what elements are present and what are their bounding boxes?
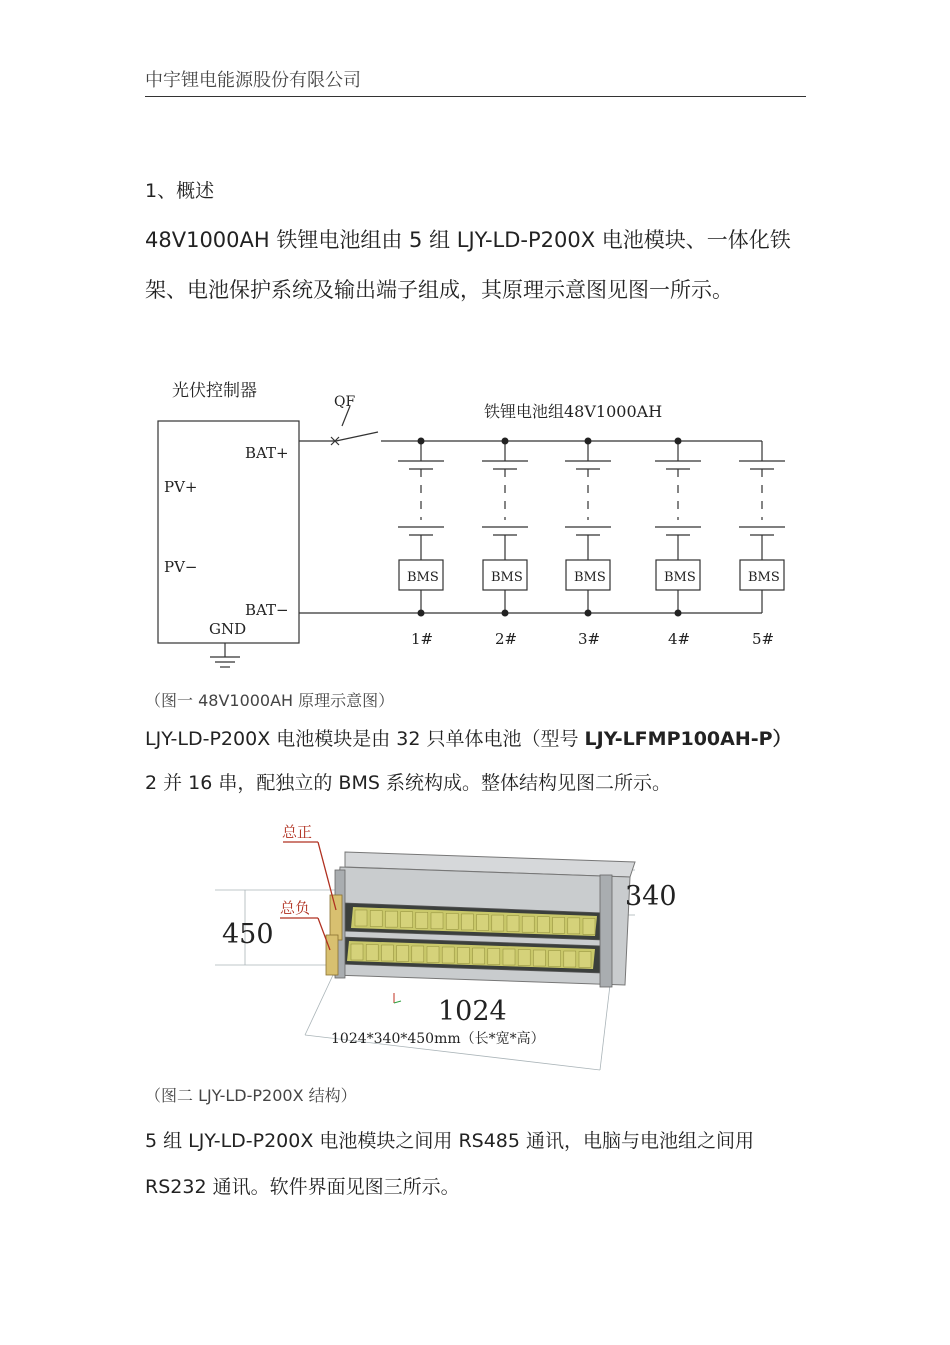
pv-minus-label: PV−: [164, 558, 198, 576]
paragraph-overview: 48V1000AH 铁锂电池组由 5 组 LJY-LD-P200X 电池模块、一体化铁架、电池保护系统及输出端子组成，其原理示意图见图一所示。: [145, 228, 791, 302]
cell-row2-2: [366, 945, 378, 961]
junction-dot-4-top: [675, 438, 682, 445]
cell-row1-13: [537, 917, 549, 933]
cell-row1-10: [492, 915, 504, 931]
bms-label-5: BMS: [748, 570, 780, 585]
cell-row1-14: [553, 917, 565, 933]
cell-row2-12: [518, 950, 530, 966]
cell-row1-4: [401, 912, 413, 928]
bms-label-3: BMS: [574, 570, 606, 585]
module-model: LJY-LFMP100AH-P）: [584, 728, 792, 750]
company-name: 中宇锂电能源股份有限公司: [145, 70, 361, 91]
cell-row2-16: [579, 952, 591, 968]
cell-row2-5: [412, 946, 424, 962]
cell-row2-1: [351, 944, 363, 960]
module-structure-image: [205, 815, 705, 1075]
section-title: 1、概述: [145, 180, 215, 202]
cell-row1-6: [431, 913, 443, 929]
cell-row2-15: [564, 951, 576, 967]
cell-row1-2: [370, 911, 382, 927]
cell-row2-13: [533, 950, 545, 966]
cell-row2-10: [488, 949, 500, 965]
dims-text: 1024*340*450mm（长*宽*高）: [331, 1031, 545, 1047]
cell-row1-8: [461, 914, 473, 930]
cell-row1-9: [477, 914, 489, 930]
dim-height: 450: [222, 919, 274, 950]
qf-switch: [336, 432, 378, 441]
label-positive: 总正: [282, 823, 313, 841]
cell-row1-5: [416, 912, 428, 928]
group-label-4: 4#: [668, 630, 691, 648]
pack-title: 铁锂电池组48V1000AH: [484, 402, 663, 421]
junction-dot-1-top: [418, 438, 425, 445]
bat-plus-label: BAT+: [245, 444, 289, 462]
cell-row1-1: [355, 910, 367, 926]
schematic-diagram: [150, 370, 800, 675]
page-header: [145, 66, 806, 97]
dim-length: 1024: [438, 996, 507, 1027]
module-text-part1: LJY-LD-P200X 电池模块是由 32 只单体电池（型号: [145, 728, 585, 750]
cell-row1-11: [507, 916, 519, 932]
cell-row2-6: [427, 947, 439, 963]
junction-dot-4-bottom: [675, 610, 682, 617]
bms-label-2: BMS: [491, 570, 523, 585]
group-label-2: 2#: [495, 630, 518, 648]
cell-row2-14: [549, 951, 561, 967]
paragraph-module: [145, 717, 810, 805]
cell-row1-3: [385, 911, 397, 927]
label-negative: 总负: [280, 899, 311, 917]
group-label-1: 1#: [411, 630, 434, 648]
group-label-3: 3#: [578, 630, 601, 648]
figure2-caption: （图二 LJY-LD-P200X 结构）: [145, 1086, 357, 1105]
junction-dot-2-top: [502, 438, 509, 445]
cell-row2-7: [442, 947, 454, 963]
junction-dot-2-bottom: [502, 610, 509, 617]
group-label-5: 5#: [752, 630, 775, 648]
paragraph-communication: 5 组 LJY-LD-P200X 电池模块之间用 RS485 通讯，电脑与电池组之间用 RS232 通讯。软件界面见图三所示。: [145, 1130, 755, 1198]
figure1-caption: （图一 48V1000AH 原理示意图）: [145, 691, 395, 710]
cell-row2-8: [457, 948, 469, 964]
junction-dot-1-bottom: [418, 610, 425, 617]
qf-label: QF: [334, 394, 356, 410]
cell-row1-7: [446, 913, 458, 929]
cell-row2-3: [381, 945, 393, 961]
junction-dot-3-top: [585, 438, 592, 445]
dim-width: 340: [625, 881, 677, 912]
cell-row1-16: [583, 918, 595, 934]
pv-plus-label: PV+: [164, 478, 198, 496]
cell-row2-9: [473, 948, 485, 964]
controller-title: 光伏控制器: [172, 381, 257, 401]
cell-row2-11: [503, 949, 515, 965]
cell-row1-15: [568, 918, 580, 934]
gnd-label: GND: [209, 620, 247, 638]
junction-dot-3-bottom: [585, 610, 592, 617]
module-text-part2: 2 并 16 串，配独立的 BMS 系统构成。整体结构见图二所示。: [145, 772, 671, 794]
bat-minus-label: BAT−: [245, 601, 289, 619]
cell-row2-4: [397, 946, 409, 962]
bms-label-4: BMS: [664, 570, 696, 585]
cell-row1-12: [522, 916, 534, 932]
bms-label-1: BMS: [407, 570, 439, 585]
